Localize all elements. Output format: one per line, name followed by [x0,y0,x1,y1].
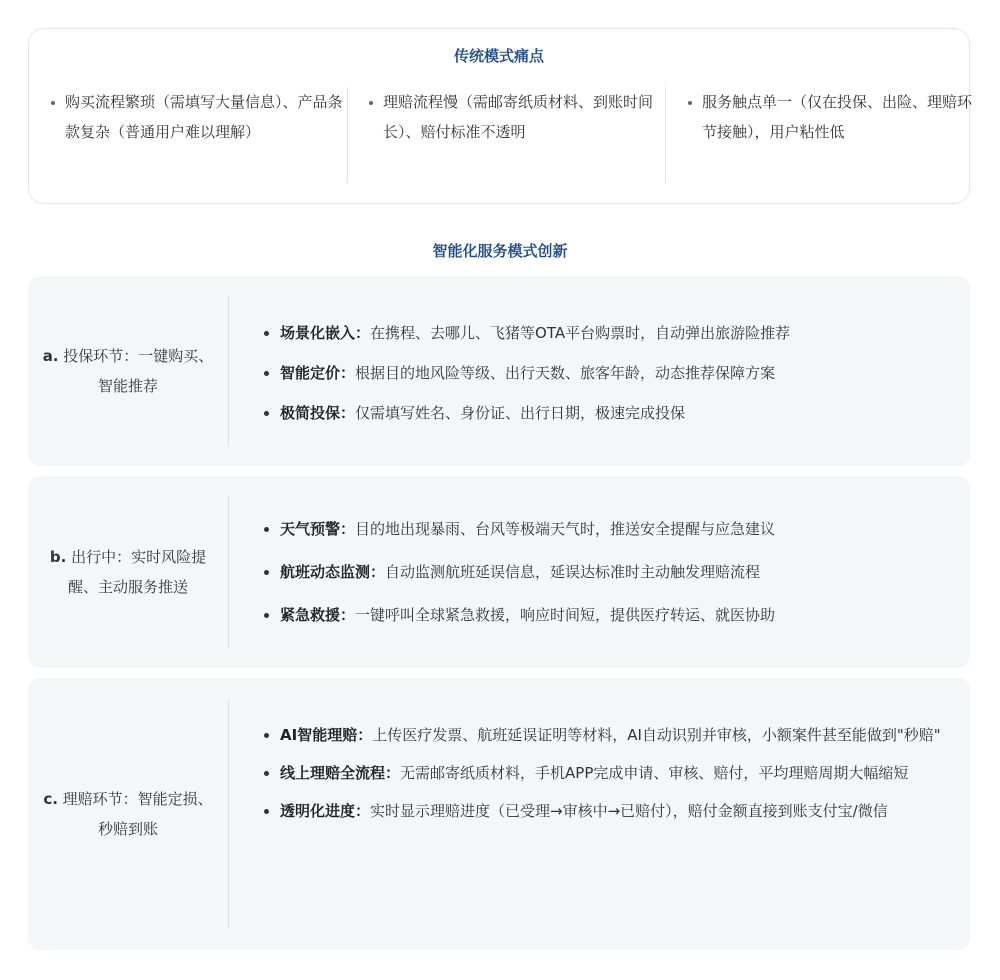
feature-text: 一键呼叫全球紧急救援，响应时间短，提供医疗转运、就医协助 [355,606,776,624]
phase-label [38,296,218,446]
feature-keyword: 天气预警： [280,520,356,538]
column-divider [347,87,348,183]
phase-label [38,496,218,648]
phase-feature-list [260,514,960,643]
feature-keyword: 极简投保： [280,404,356,422]
phase-feature-item [260,318,960,348]
pain-point-item: 理赔流程慢（需邮寄纸质材料、到账时间长）、赔付标准不透明 [365,87,667,147]
phase-feature-item [260,398,960,428]
phase-divider [228,296,229,446]
pain-points-title: 传统模式痛点 [453,47,544,65]
feature-keyword: 线上理赔全流程： [280,764,401,782]
phase-label-text: 出行中：实时风险提醒、主动服务推送 [66,548,207,596]
pain-point-column [365,87,667,183]
feature-text: 根据目的地风险等级、出行天数、旅客年龄，动态推荐保障方案 [355,364,776,382]
phase-feature-list [260,318,960,438]
feature-text: 自动监测航班延误信息，延误达标准时主动触发理赔流程 [385,563,761,581]
phase-label-prefix: b. [49,548,67,566]
pain-point-column [684,87,984,183]
pain-point-item: 服务触点单一（仅在投保、出险、理赔环节接触），用户粘性低 [684,87,984,147]
feature-keyword: 场景化嵌入： [280,324,371,342]
feature-keyword: 航班动态监测： [280,563,386,581]
phase-label-prefix: c. [43,790,58,808]
feature-text: 实时显示理赔进度（已受理→审核中→已赔付），赔付金额直接到账支付宝/微信 [370,802,888,820]
phase-card-claims [28,678,970,950]
phase-feature-item [260,358,960,388]
feature-keyword: 紧急救援： [280,606,356,624]
phase-divider [228,700,229,928]
phase-feature-item [260,796,960,826]
pain-point-column [47,87,347,183]
feature-text: 仅需填写姓名、身份证、出行日期，极速完成投保 [355,404,686,422]
pain-points-card [28,28,973,204]
phase-feature-item [260,600,960,630]
phase-feature-item [260,720,960,750]
phase-divider [228,496,229,648]
innovation-title: 智能化服务模式创新 [432,242,568,260]
phase-label-text: 理赔环节：智能定损、秒赔到账 [57,790,213,838]
feature-text: 目的地出现暴雨、台风等极端天气时，推送安全提醒与应急建议 [355,520,776,538]
phase-label [38,700,218,928]
phase-feature-item [260,758,960,788]
phase-feature-item [260,514,960,544]
phase-feature-list [260,720,960,834]
feature-keyword: 透明化进度： [280,802,371,820]
feature-keyword: AI智能理赔： [280,726,373,744]
column-divider [665,87,666,183]
feature-text: 上传医疗发票、航班延误证明等材料，AI自动识别并审核，小额案件甚至能做到"秒赔" [372,726,941,744]
phase-card-insurance-purchase [28,276,970,466]
feature-keyword: 智能定价： [280,364,356,382]
pain-point-item: 购买流程繁琐（需填写大量信息）、产品条款复杂（普通用户难以理解） [47,87,347,147]
phase-label-text: 投保环节：一键购买、智能推荐 [58,347,214,395]
phase-card-during-travel [28,476,970,668]
feature-text: 在携程、去哪儿、飞猪等OTA平台购票时，自动弹出旅游险推荐 [370,324,791,342]
phase-label-prefix: a. [42,347,59,365]
feature-text: 无需邮寄纸质材料，手机APP完成申请、审核、赔付，平均理赔周期大幅缩短 [400,764,909,782]
pain-points-columns [29,87,973,183]
phase-feature-item [260,557,960,587]
